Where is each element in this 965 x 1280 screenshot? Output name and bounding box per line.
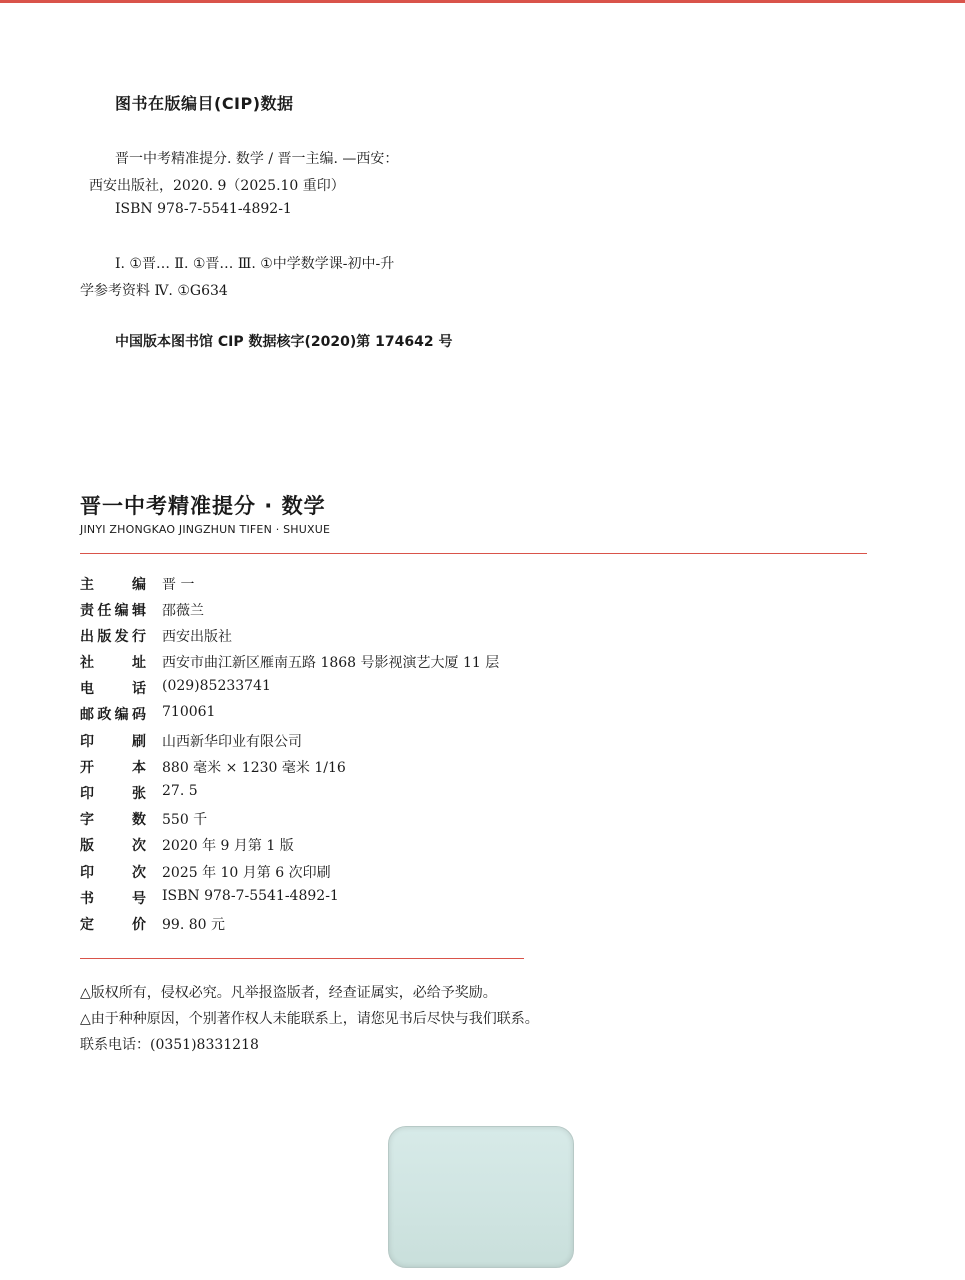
info-label: 开本 <box>80 760 146 776</box>
info-value: 西安出版社 <box>162 629 232 645</box>
info-value: ISBN 978-7-5541-4892-1 <box>162 888 339 904</box>
cip-line-2: 西安出版社，2020. 9（2025.10 重印） <box>89 178 345 194</box>
info-value: 880 毫米 × 1230 毫米 1/16 <box>162 760 346 776</box>
rounded-rectangle-graphic <box>388 1126 574 1268</box>
info-value: 西安市曲江新区雁南五路 1868 号影视演艺大厦 11 层 <box>162 655 500 671</box>
info-value: 山西新华印业有限公司 <box>162 734 302 750</box>
cip-isbn: ISBN 978-7-5541-4892-1 <box>115 201 292 217</box>
book-pinyin: JINYI ZHONGKAO JINGZHUN TIFEN · SHUXUE <box>80 523 331 536</box>
copyright-notice: △版权所有，侵权必究。凡举报盗版者，经查证属实，必给予奖励。 <box>80 985 497 1001</box>
info-label: 责任编辑 <box>80 603 146 619</box>
cip-approval-number: 中国版本图书馆 CIP 数据核字(2020)第 174642 号 <box>115 334 453 350</box>
info-value: 2025 年 10 月第 6 次印刷 <box>162 865 331 881</box>
info-value: 27. 5 <box>162 783 198 799</box>
info-label: 印刷 <box>80 734 146 750</box>
info-label: 主编 <box>80 577 146 593</box>
info-label: 印张 <box>80 786 146 802</box>
info-value: (029)85233741 <box>162 678 271 694</box>
divider-short <box>80 958 524 959</box>
cip-title: 图书在版编目(CIP)数据 <box>115 94 294 113</box>
info-value: 550 千 <box>162 812 208 828</box>
info-label: 出版发行 <box>80 629 146 645</box>
contact-notice: △由于种种原因，个别著作权人未能联系上，请您见书后尽快与我们联系。 <box>80 1011 539 1027</box>
info-value: 邵薇兰 <box>162 603 204 619</box>
info-label: 社址 <box>80 655 146 671</box>
top-border-line <box>0 0 965 3</box>
cip-classification-1: Ⅰ. ①晋… Ⅱ. ①晋… Ⅲ. ①中学数学课-初中-升 <box>115 256 395 272</box>
info-value: 99. 80 元 <box>162 917 225 933</box>
info-label: 版次 <box>80 838 146 854</box>
info-value: 晋 一 <box>162 577 195 593</box>
info-label: 定价 <box>80 917 146 933</box>
divider-long <box>80 553 867 554</box>
cip-line-1: 晋一中考精准提分. 数学 / 晋一主编. —西安： <box>115 151 399 167</box>
cip-classification-2: 学参考资料 Ⅳ. ①G634 <box>80 283 228 299</box>
info-label: 电话 <box>80 681 146 697</box>
info-label: 印次 <box>80 865 146 881</box>
info-label: 书号 <box>80 891 146 907</box>
info-label: 字数 <box>80 812 146 828</box>
info-value: 2020 年 9 月第 1 版 <box>162 838 294 854</box>
contact-phone: 联系电话：(0351)8331218 <box>80 1037 259 1053</box>
info-value: 710061 <box>162 704 216 720</box>
info-label: 邮政编码 <box>80 707 146 723</box>
book-title: 晋一中考精准提分 · 数学 <box>80 494 326 518</box>
